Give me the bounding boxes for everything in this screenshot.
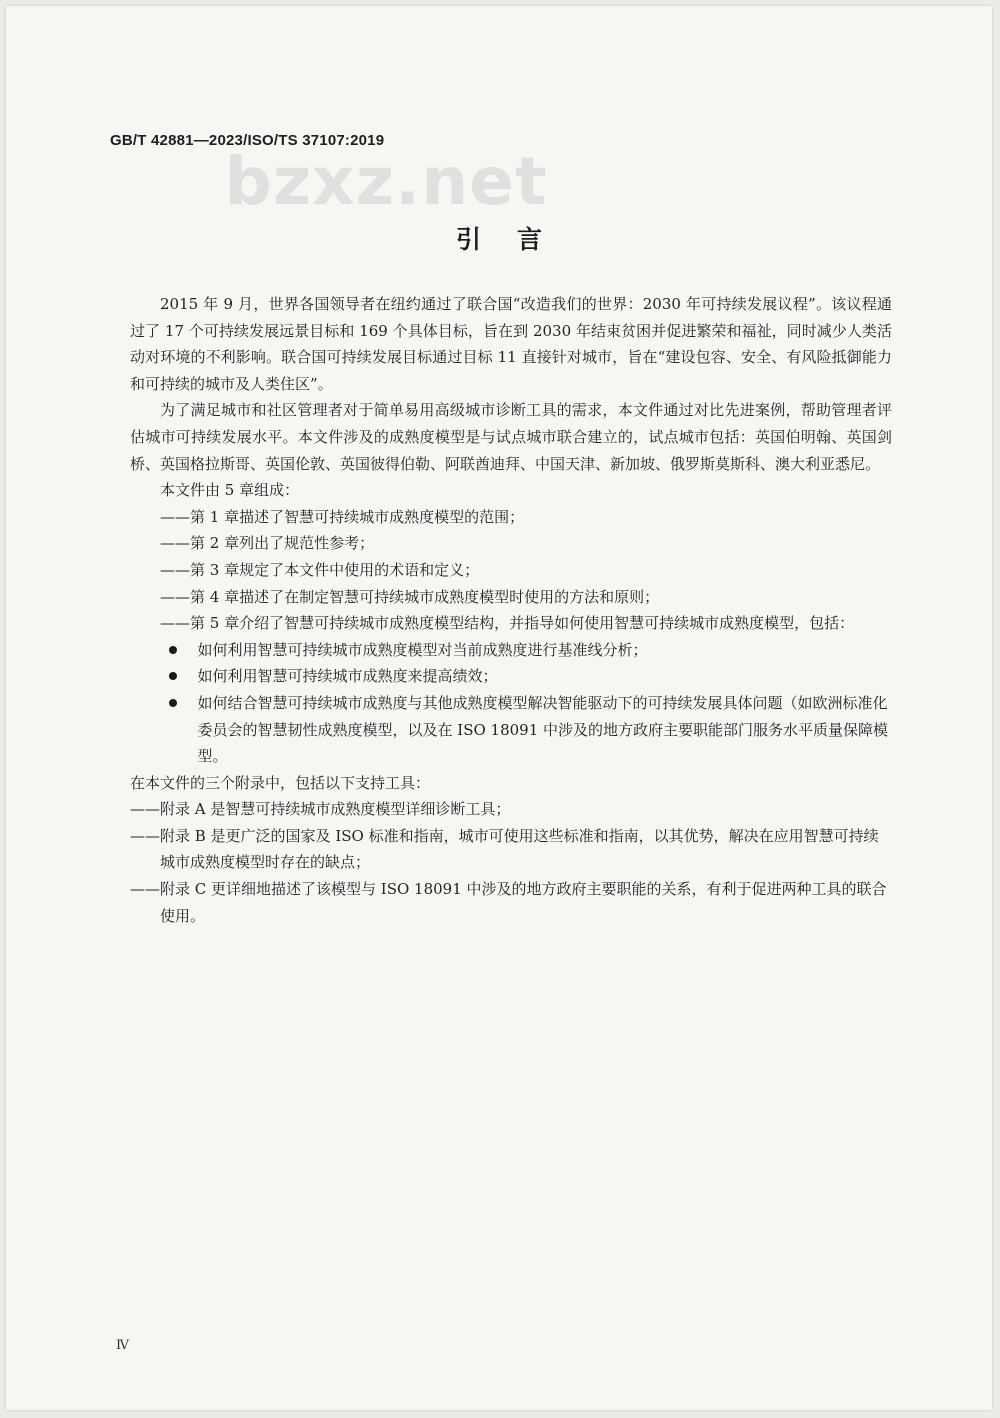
annex-item-a: ——附录 A 是智慧可持续城市成熟度模型详细诊断工具； — [130, 800, 511, 819]
bullet-dot-icon — [169, 672, 177, 680]
page-number: Ⅳ — [116, 1338, 129, 1353]
document-body — [130, 291, 892, 929]
page-title: 引言 — [455, 225, 578, 254]
bullet-text-2: 如何利用智慧可持续城市成熟度来提高绩效； — [197, 667, 498, 686]
watermark-logo: bzxz.net — [224, 143, 548, 220]
annex-intro: 在本文件的三个附录中，包括以下支持工具： — [130, 773, 431, 792]
bullet-item-3 — [130, 690, 892, 770]
bullet-dot-icon — [169, 646, 177, 654]
chapter-item-2: ——第 2 章列出了规范性参考； — [160, 534, 375, 553]
intro-paragraph-2: 为了满足城市和社区管理者对于简单易用高级城市诊断工具的需求，本文件通过对比先进案例，帮助管理者评估城市可持续发展水平。本文件涉及的成熟度模型是与试点城市联合建立的，试点城市包括：英国伯明翰、英国剑桥、英国格拉斯哥、英国伦敦、英国彼得伯勒、阿联酋迪拜、中国天津、新加坡、俄罗斯莫斯科、澳大利亚悉尼。 — [130, 401, 892, 473]
chapter-item-3: ——第 3 章规定了本文件中使用的术语和定义； — [160, 560, 480, 579]
chapter-item-4: ——第 4 章描述了在制定智慧可持续城市成熟度模型时使用的方法和原则； — [160, 587, 660, 606]
chapter-item-5: ——第 5 章介绍了智慧可持续城市成熟度模型结构，并指导如何使用智慧可持续城市成熟度模型，包括： — [160, 614, 855, 633]
chapter-item-1: ——第 1 章描述了智慧可持续城市成熟度模型的范围； — [160, 507, 525, 526]
bullet-text-3: 如何结合智慧可持续城市成熟度与其他成熟度模型解决智能驱动下的可持续发展具体问题（如欧洲标准化委员会的智慧韧性成熟度模型，以及在 ISO 18091 中涉及的地方政府主要职能部门服务水平质量保障模型。 — [197, 693, 889, 766]
bullet-item-2 — [130, 663, 892, 690]
standard-code: GB/T 42881—2023/ISO/TS 37107:2019 — [110, 132, 385, 149]
annex-item-c: ——附录 C 更详细地描述了该模型与 ISO 18091 中涉及的地方政府主要职能的关系，有利于促进两种工具的联合使用。 — [130, 880, 887, 925]
intro-paragraph-1: 2015 年 9 月，世界各国领导者在纽约通过了联合国“改造我们的世界：2030 年可持续发展议程”。该议程通过了 17 个可持续发展远景目标和 169 个具体目标，旨在到 2030 年结束贫困并促进繁荣和福祉，同时减少人类活动对环境的不利影响。联合国可持续发展目标通过目标 11 直接针对城市，旨在“建设包容、安全、有风险抵御能力和可持续的城市及人类住区”。 — [130, 295, 892, 393]
bullet-dot-icon — [169, 699, 177, 707]
bullet-item-1 — [130, 637, 892, 664]
annex-item-b: ——附录 B 是更广泛的国家及 ISO 标准和指南，城市可使用这些标准和指南，以其优势，解决在应用智慧可持续城市成熟度模型时存在的缺点； — [130, 826, 879, 872]
bullet-text-1: 如何利用智慧可持续城市成熟度模型对当前成熟度进行基准线分析； — [197, 640, 648, 659]
chapters-intro: 本文件由 5 章组成： — [160, 481, 300, 500]
